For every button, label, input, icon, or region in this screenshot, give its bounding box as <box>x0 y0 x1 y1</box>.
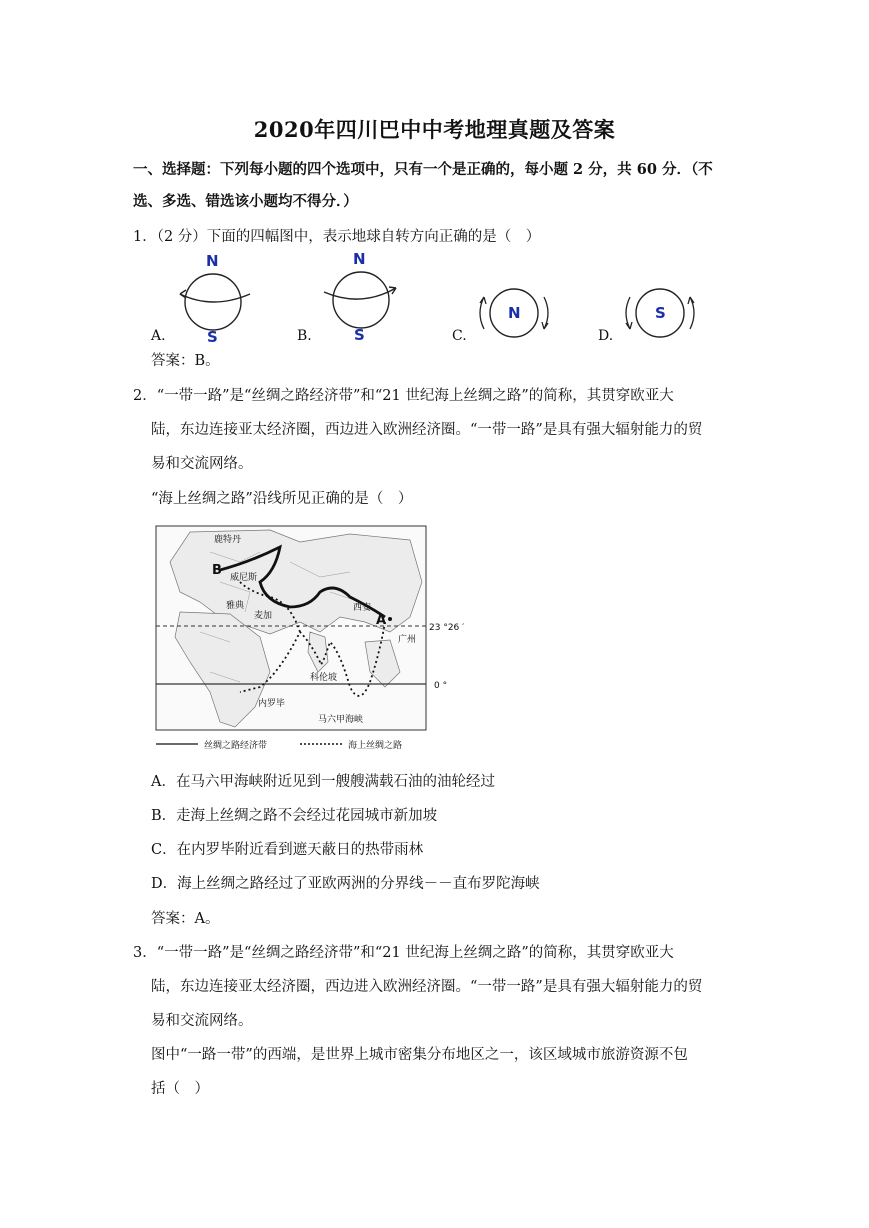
malacca-label: 马六甲海峡 <box>318 715 364 725</box>
q2-stem-line2: 陆，东边连接亚太经济圈，西边进入欧洲经济圈。“一带一路”是具有强大辐射能力的贸 <box>151 422 703 438</box>
q1-stem: 1．（2 分）下面的四幅图中，表示地球自转方向正确的是（ ） <box>133 229 541 245</box>
north-label: N <box>353 250 366 268</box>
q2-option-a: A．在马六甲海峡附近见到一艘艘满载石油的油轮经过 <box>151 774 495 790</box>
nairobi-label: 内罗毕 <box>258 699 286 709</box>
rotterdam-label: 鹿特丹 <box>214 535 242 545</box>
guangzhou-label: 广州 <box>398 635 417 645</box>
page-title: 2020年四川巴中中考地理真题及答案 <box>253 117 616 142</box>
xian-label: 西安 <box>353 603 372 613</box>
q2-option-b: B．走海上丝绸之路不会经过花园城市新加坡 <box>151 808 438 824</box>
point-b-label: B <box>212 563 222 578</box>
q2-substem: “海上丝绸之路”沿线所见正确的是（ ） <box>151 491 413 507</box>
tropic-label: 23 °26 ′ <box>429 623 465 633</box>
point-a-label: A <box>376 613 387 628</box>
section-header-line2: 选、多选、错选该小题均不得分．） <box>133 193 358 210</box>
q3-stem-line2: 陆，东边连接亚太经济圈，西边进入欧洲经济圈。“一带一路”是具有强大辐射能力的贸 <box>151 979 703 995</box>
q1-answer: 答案：B。 <box>151 353 220 369</box>
legend-road-label: 海上丝绸之路 <box>348 741 403 751</box>
venice-label: 威尼斯 <box>230 573 258 583</box>
colombo-label: 科伦坡 <box>310 673 338 683</box>
q1-option-a-label: A. <box>151 328 166 344</box>
q3-substem-line1: 图中“一路一带”的西端，是世界上城市密集分布地区之一，该区域城市旅游资源不包 <box>151 1047 688 1063</box>
south-label: S <box>354 326 365 343</box>
q2-option-c: C．在内罗毕附近看到遮天蔽日的热带雨林 <box>151 842 424 858</box>
arrowhead-left-icon <box>180 290 186 298</box>
q1-option-b-label: B. <box>297 328 312 344</box>
q1-option-c-label: C. <box>452 328 467 344</box>
point-a-marker <box>388 617 392 621</box>
athens-label: 雅典 <box>226 601 245 611</box>
q1-option-d-figure <box>618 283 702 343</box>
q3-stem-line3: 易和交流网络。 <box>151 1013 253 1029</box>
q2-option-d: D．海上丝绸之路经过了亚欧两洲的分界线－－直布罗陀海峡 <box>151 876 540 892</box>
south-label: S <box>655 304 666 322</box>
north-label: N <box>206 252 219 270</box>
q2-stem-line3: 易和交流网络。 <box>151 456 253 472</box>
globe-circle <box>333 272 389 328</box>
q1-option-b-figure <box>316 248 406 343</box>
q2-stem-line1: 2．“一带一路”是“丝绸之路经济带”和“21 世纪海上丝绸之路”的简称，其贯穿欧亚大 <box>133 388 674 404</box>
q1-option-c-figure <box>472 283 556 343</box>
south-label: S <box>207 328 218 345</box>
legend-belt-label: 丝绸之路经济带 <box>204 741 268 751</box>
q3-stem-line1: 3．“一带一路”是“丝绸之路经济带”和“21 世纪海上丝绸之路”的简称，其贯穿欧亚大 <box>133 945 674 961</box>
equator-label: 0 ° <box>434 681 448 691</box>
section-header-line1: 一、选择题：下列每小题的四个选项中，只有一个是正确的，每小题 2 分，共 60 分．（不 <box>133 161 713 178</box>
q1-option-a-figure <box>168 250 258 345</box>
q1-option-d-label: D. <box>598 328 614 344</box>
q3-substem-line2: 括（ ） <box>151 1081 209 1097</box>
q2-answer: 答案：A。 <box>151 911 220 927</box>
mecca-label: 麦加 <box>254 611 273 621</box>
silk-road-map <box>150 522 480 756</box>
north-label: N <box>508 304 521 322</box>
